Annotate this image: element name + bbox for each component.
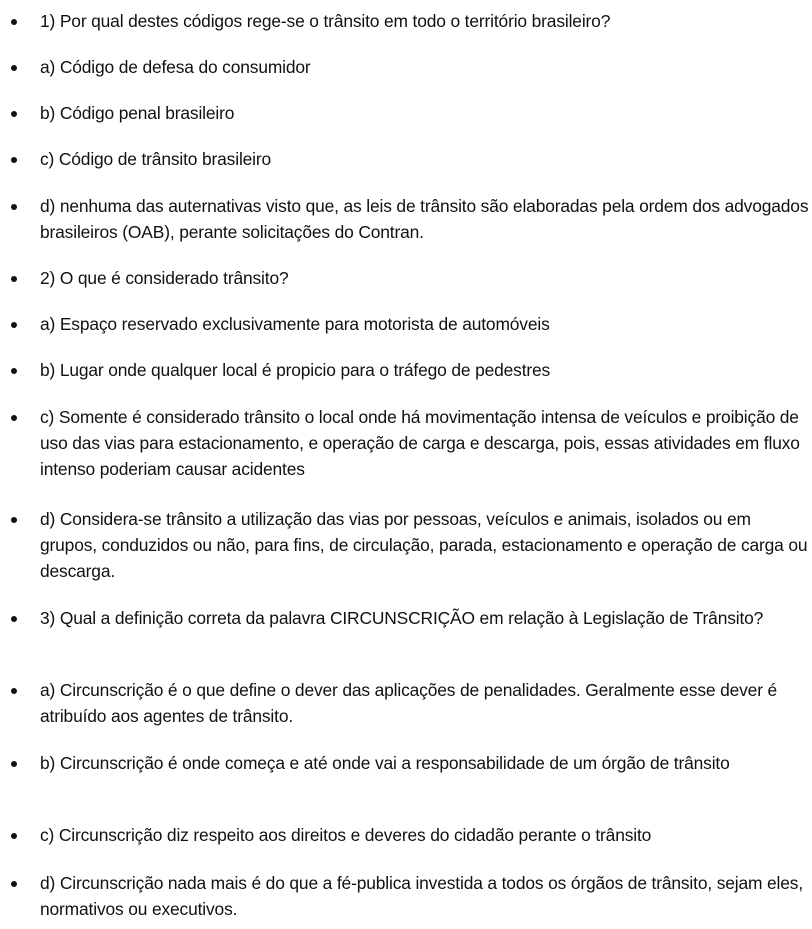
bullet-icon [11,111,17,117]
option-1c: c) Código de trânsito brasileiro [40,149,272,169]
option-2a: a) Espaço reservado exclusivamente para motorista de automóveis [40,314,550,334]
bullet-icon [11,65,17,71]
option-2d: d) Considera-se trânsito a utilização das vias por pessoas, veículos e animais, isolados ou em grupos, conduzidos ou não, para fins, de circulação, parada, estacionamento e operação de carga ou descarga. [40,509,808,581]
bullet-icon [11,833,17,839]
option-1a: a) Código de defesa do consumidor [40,57,311,77]
bullet-icon [11,761,17,767]
question-1: 1) Por qual destes códigos rege-se o trânsito em todo o território brasileiro? [40,11,611,31]
question-2: 2) O que é considerado trânsito? [40,268,289,288]
option-3a: a) Circunscrição é o que define o dever das aplicações de penalidades. Geralmente esse dever é atribuído aos agentes de trânsito. [40,680,778,726]
option-2b: b) Lugar onde qualquer local é propicio para o tráfego de pedestres [40,360,551,380]
option-3d: d) Circunscrição nada mais é do que a fé-publica investida a todos os órgãos de trânsito, sejam eles, normativos ou executivos. [40,873,804,919]
option-3b: b) Circunscrição é onde começa e até onde vai a responsabilidade de um órgão de trânsito [40,753,730,773]
bullet-icon [11,322,17,328]
bullet-icon [11,276,17,282]
option-1b: b) Código penal brasileiro [40,103,235,123]
bullet-icon [11,204,17,210]
bullet-icon [11,616,17,622]
question-3: 3) Qual a definição correta da palavra CIRCUNSCRIÇÃO em relação à Legislação de Trânsito? [40,608,764,628]
bullet-icon [11,368,17,374]
bullet-icon [11,19,17,25]
bullet-icon [11,688,17,694]
bullet-icon [11,881,17,887]
option-1d: d) nenhuma das auternativas visto que, as leis de trânsito são elaboradas pela ordem dos advogados brasileiros (OAB), perante solicitações do Contran. [40,196,809,242]
bullet-icon [11,415,17,421]
bullet-icon [11,157,17,163]
option-2c: c) Somente é considerado trânsito o local onde há movimentação intensa de veículos e proibição de uso das vias para estacionamento, e operação de carga e descarga, pois, essas atividades em fluxo intenso poderiam causar acidentes [40,407,800,479]
bullet-icon [11,517,17,523]
option-3c: c) Circunscrição diz respeito aos direitos e deveres do cidadão perante o trânsito [40,825,652,845]
